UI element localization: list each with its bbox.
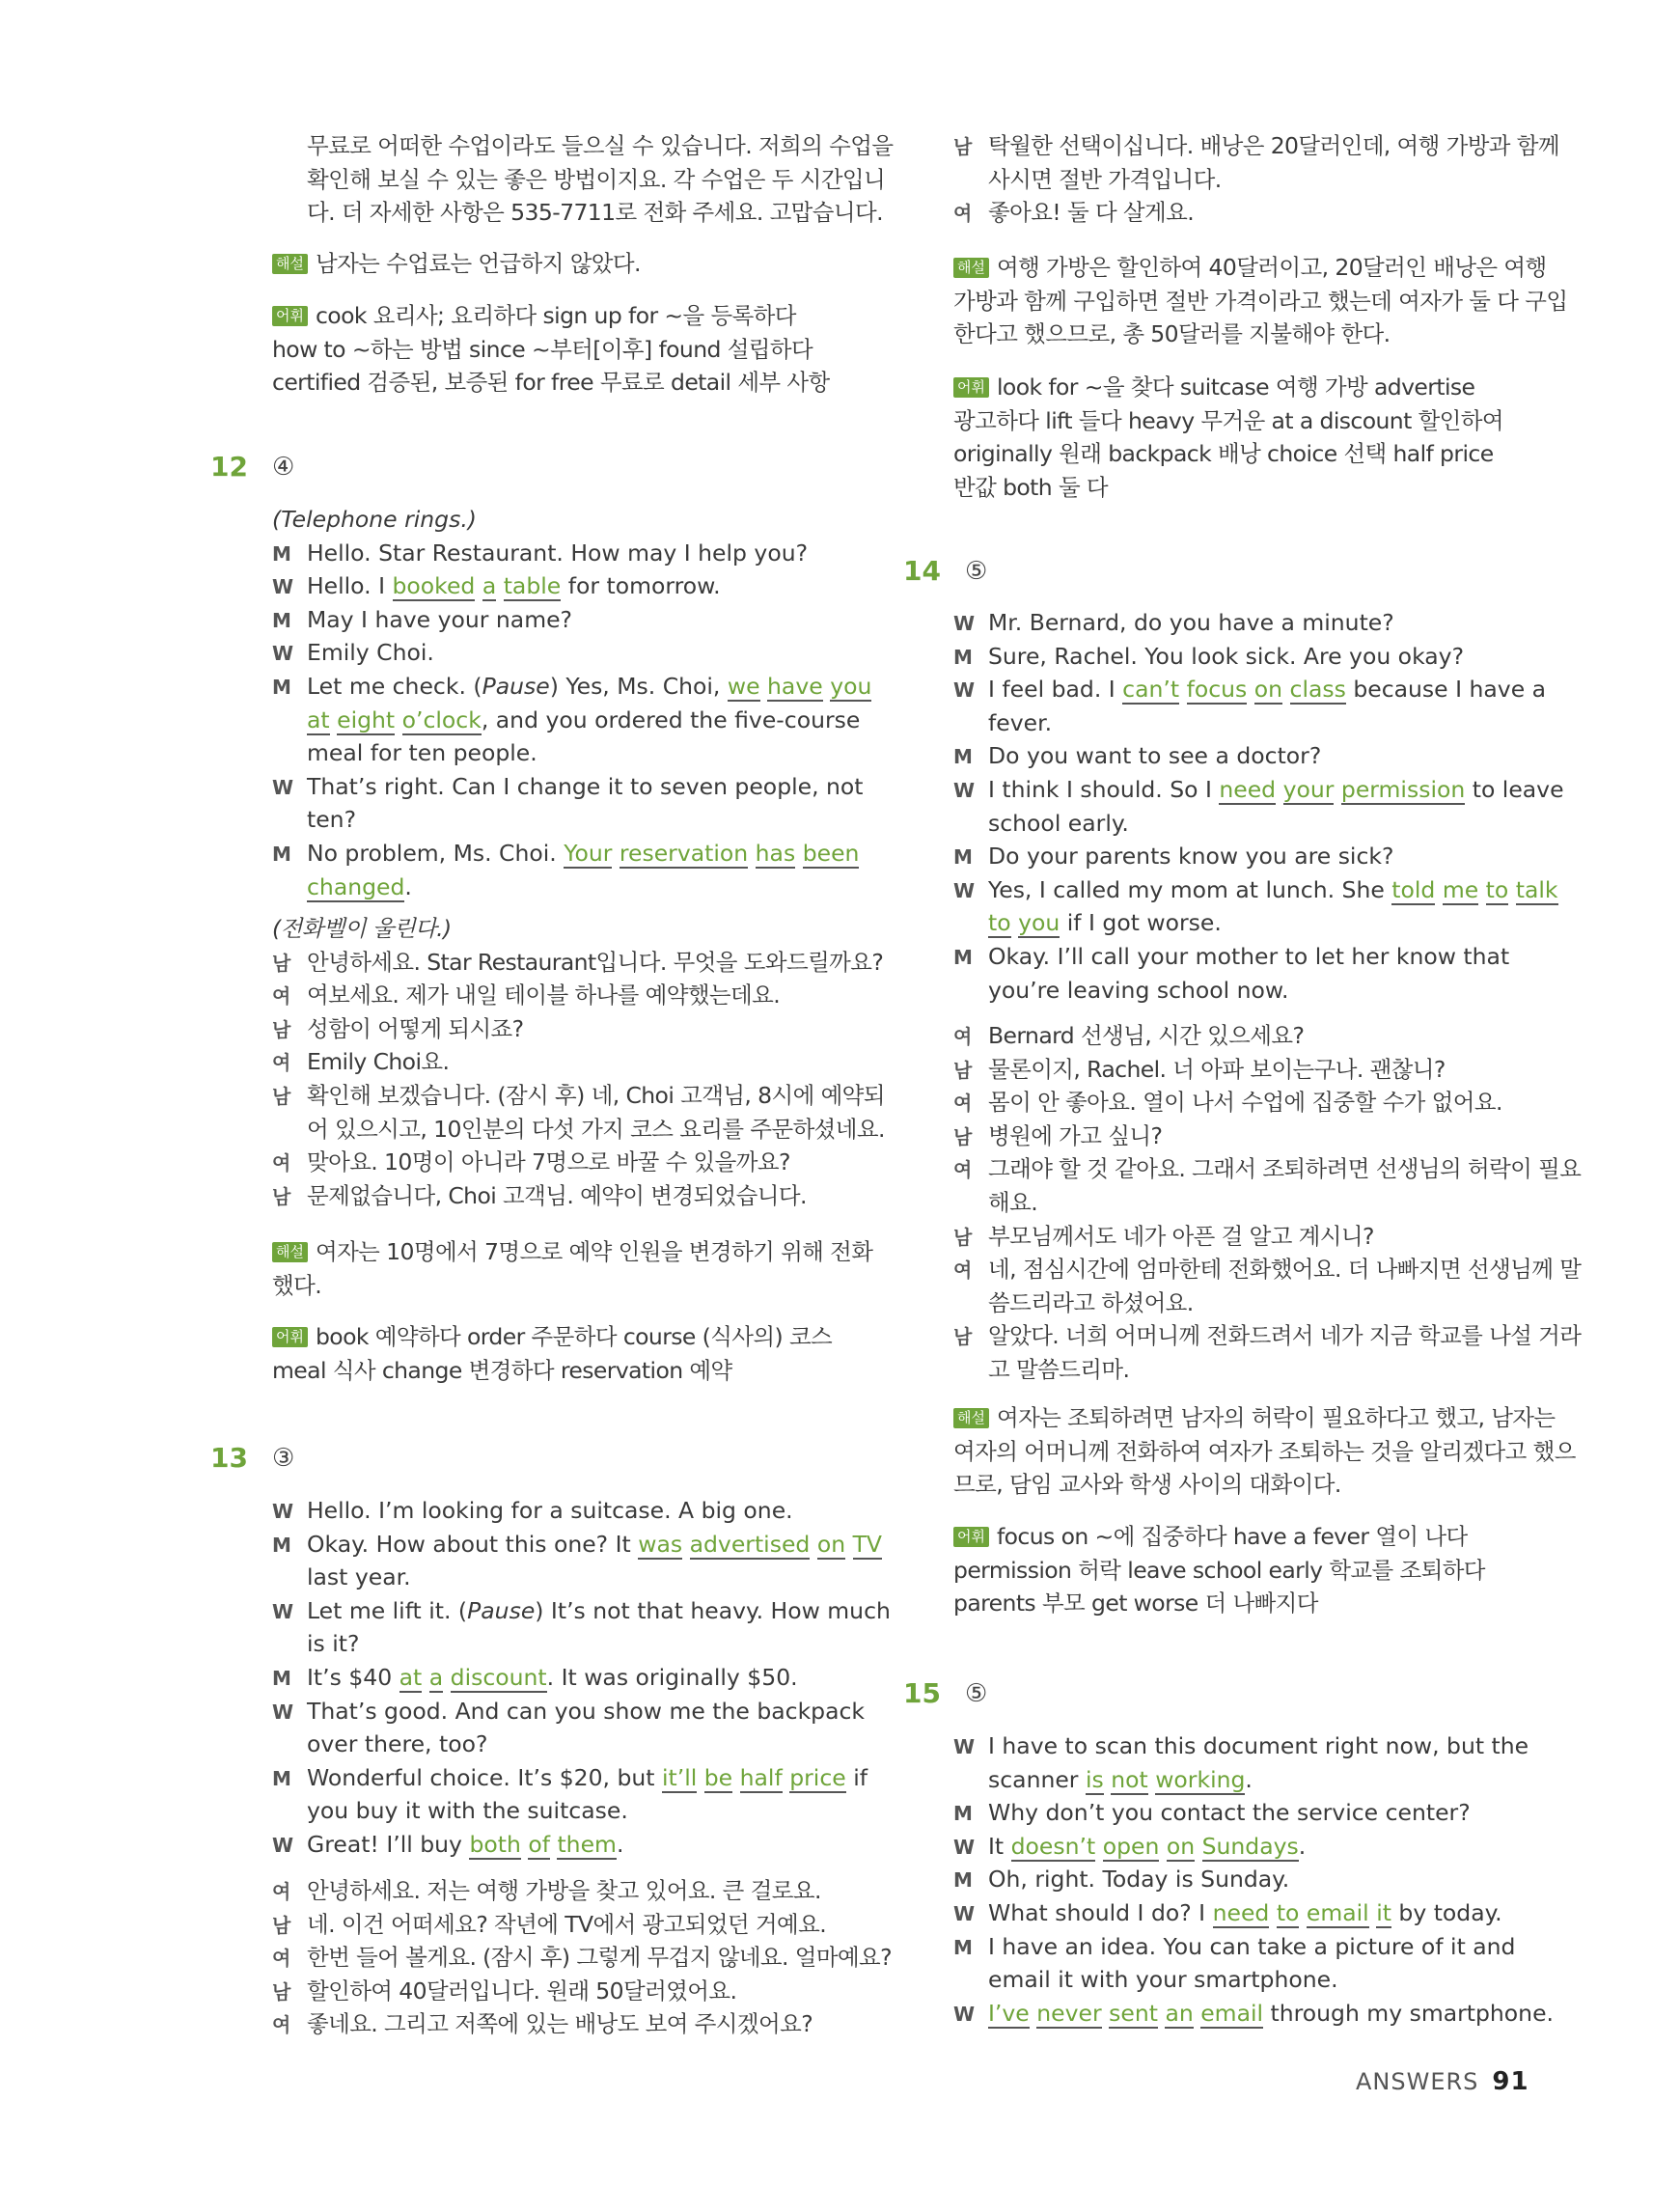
ko-line: 남 탁월한 선택이십니다. 배낭은 20달러인데, 여행 가방과 함께 <box>953 132 1559 159</box>
ko-line: 남 네. 이건 어떠세요? 작년에 TV에서 광고되었던 거예요. <box>272 1910 827 1938</box>
ko-line: 남 확인해 보겠습니다. (잠시 후) 네, Choi 고객님, 8시에 예약되 <box>272 1081 885 1109</box>
vocab-line: cook 요리사; 요리하다 sign up for ~을 등록하다 <box>315 302 796 329</box>
ko-line: 여 좋아요! 둘 다 살게요. <box>953 199 1195 227</box>
dialogue-line: M Do your parents know you are sick? <box>953 843 1394 871</box>
dialogue-line: is it? <box>307 1630 360 1658</box>
dialogue-line: ten? <box>307 806 357 834</box>
q12-dialogue <box>272 503 872 903</box>
dialogue-line: last year. <box>307 1563 411 1591</box>
vocab-badge: 어휘 <box>272 1327 308 1347</box>
dialogue-line: to you if I got worse. <box>988 909 1222 937</box>
dialogue-line: W I have to scan this document right now, but the <box>953 1732 1529 1759</box>
dialogue-line: W What should I do? I need to email it by today. <box>953 1898 1502 1926</box>
dialogue-line: scanner is not working. <box>988 1765 1253 1793</box>
ko-line: 남 병원에 가고 싶니? <box>953 1121 1163 1149</box>
vocab-badge: 어휘 <box>953 1527 989 1547</box>
q13-vocabulary: 어휘 look for ~을 찾다 suitcase 여행 가방 advertise 광고하다 lift 들다 heavy 무거운 at a discount 할인하여 originally 원래 backpack 배낭 choice 선택 half price 반값 both 둘 다 <box>953 373 1503 501</box>
dialogue-line: over there, too? <box>307 1730 488 1758</box>
ko-line: 남 부모님께서도 네가 아픈 걸 알고 계시니? <box>953 1222 1374 1250</box>
ko-line: 여 맞아요. 10명이 아니라 7명으로 바꿀 수 있을까요? <box>272 1148 790 1176</box>
question-number-15: 15 <box>903 1677 941 1709</box>
q11-explanation <box>272 247 853 281</box>
ko-line: 여 Bernard 선생님, 시간 있으세요? <box>953 1022 1305 1049</box>
dialogue-line: W I’ve never sent an email through my smartphone. <box>953 1999 1554 2027</box>
explain-badge: 해설 <box>272 254 308 274</box>
dialogue-line: M Okay. I’ll call your mother to let her know that <box>953 942 1510 970</box>
dialogue-line: M May I have your name? <box>272 605 573 633</box>
dialogue-line: M Do you want to see a doctor? <box>953 742 1322 770</box>
q14-explanation: 해설 여자는 조퇴하려면 남자의 허락이 필요하다고 했고, 남자는 여자의 어머니께 전화하여 여자가 조퇴하는 것을 알리겠다고 했으 므로, 담임 교사와 학생 사이의 대화이다. <box>953 1404 1576 1499</box>
q12-explanation: 해설 여자는 10명에서 7명으로 예약 인원을 변경하기 위해 전화 했다. <box>272 1238 873 1299</box>
dialogue-line: W Great! I’ll buy both of them. <box>272 1830 624 1858</box>
ko-line: 여 몸이 안 좋아요. 열이 나서 수업에 집중할 수가 없어요. <box>953 1089 1502 1117</box>
page-number: 91 <box>1492 2067 1529 2096</box>
page-footer <box>1356 2067 1549 2096</box>
dialogue-line: M Hello. Star Restaurant. How may I help you? <box>272 539 809 567</box>
stage-direction-ko: (전화벨이 울린다.) <box>272 915 452 942</box>
explain-badge: 해설 <box>953 1408 989 1428</box>
dialogue-line: you’re leaving school now. <box>988 976 1289 1004</box>
q11-vocabulary <box>272 299 853 400</box>
dialogue-line: M Wonderful choice. It’s $20, but it’ll be half price if <box>272 1763 868 1791</box>
ko-line: 남 문제없습니다, Choi 고객님. 예약이 변경되었습니다. <box>272 1181 807 1209</box>
q15-dialogue <box>953 1729 1554 2030</box>
dialogue-line: W It doesn’t open on Sundays. <box>953 1832 1307 1860</box>
ko-line: 사시면 절반 가격입니다. <box>988 165 1222 193</box>
dialogue-line: meal for ten people. <box>307 739 537 767</box>
dialogue-line: M I have an idea. You can take a picture of it and <box>953 1932 1516 1960</box>
ko-line: 해요. <box>988 1188 1038 1216</box>
dialogue-line: W I feel bad. I can’t focus on class because I have a <box>953 676 1547 704</box>
dialogue-line: fever. <box>988 708 1053 736</box>
dialogue-line: you buy it with the suitcase. <box>307 1797 628 1825</box>
q14-korean <box>953 1019 1582 1387</box>
q11-korean-tail <box>272 129 894 230</box>
q13-korean-continued <box>953 129 1559 230</box>
dialogue-line: M Oh, right. Today is Sunday. <box>953 1866 1290 1894</box>
footer-label: ANSWERS <box>1356 2068 1479 2095</box>
question-number-12: 12 <box>210 451 248 483</box>
vocab-line: certified 검증된, 보증된 for free 무료로 detail 세부 사항 <box>272 369 830 397</box>
ko-line: 남 물론이지, Rachel. 너 아파 보이는구나. 괜찮니? <box>953 1055 1446 1083</box>
vocab-badge: 어휘 <box>953 377 989 398</box>
ko-line: 남 성함이 어떻게 되시죠? <box>272 1014 524 1042</box>
dialogue-line: W Hello. I’m looking for a suitcase. A big one. <box>272 1497 793 1524</box>
dialogue-line: W Mr. Bernard, do you have a minute? <box>953 609 1394 636</box>
answer-15: ⑤ <box>965 1679 988 1708</box>
dialogue-line: W That’s right. Can I change it to seven people, not <box>272 772 864 800</box>
ko-line: 씀드리라고 하셨어요. <box>988 1288 1194 1316</box>
ko-line: 어 있으시고, 10인분의 다섯 가지 코스 요리를 주문하셨네요. <box>307 1115 885 1143</box>
q14-vocabulary: 어휘 focus on ~에 집중하다 have a fever 열이 나다 permission 허락 leave school early 학교를 조퇴하다 parents 부모 get worse 더 나빠지다 <box>953 1523 1485 1618</box>
ko-line: 여 한번 들어 볼게요. (잠시 후) 그렇게 무겁지 않네요. 얼마예요? <box>272 1944 893 1972</box>
dialogue-line: email it with your smartphone. <box>988 1966 1338 1994</box>
dialogue-line: M Sure, Rachel. You look sick. Are you okay? <box>953 642 1465 670</box>
dialogue-line: W Emily Choi. <box>272 639 434 667</box>
dialogue-line: M Why don’t you contact the service center? <box>953 1799 1471 1827</box>
dialogue-line: M It’s $40 at a discount. It was originally $50. <box>272 1663 798 1691</box>
question-number-14: 14 <box>903 555 941 587</box>
ko-line: 남 할인하여 40달러입니다. 원래 50달러였어요. <box>272 1977 737 2005</box>
dialogue-line: school early. <box>988 809 1129 837</box>
question-number-13: 13 <box>210 1442 248 1474</box>
dialogue-line: W I think I should. So I need your permission to leave <box>953 775 1564 803</box>
explain-badge: 해설 <box>272 1242 308 1262</box>
answer-13: ③ <box>272 1444 295 1473</box>
dialogue-line: M Okay. How about this one? It was advertised on TV <box>272 1530 883 1558</box>
dialogue-line: W Yes, I called my mom at lunch. She told me to talk <box>953 875 1558 903</box>
ko-line: 여 여보세요. 제가 내일 테이블 하나를 예약했는데요. <box>272 982 781 1009</box>
vocab-line: how to ~하는 방법 since ~부터[이후] found 설립하다 <box>272 335 813 363</box>
explain-badge: 해설 <box>953 258 989 278</box>
dialogue-line: W That’s good. And can you show me the backpack <box>272 1697 866 1725</box>
text-line: 다. 더 자세한 사항은 535-7711로 전화 주세요. 고맙습니다. <box>307 199 883 227</box>
dialogue-line: W Hello. I booked a table for tomorrow. <box>272 572 721 600</box>
q13-korean <box>272 1874 893 2041</box>
explanation-text: 남자는 수업료는 언급하지 않았다. <box>315 250 641 277</box>
answer-12: ④ <box>272 453 295 482</box>
dialogue-line: M No problem, Ms. Choi. Your reservation has been <box>272 839 860 867</box>
ko-line: 여 그래야 할 것 같아요. 그래서 조퇴하려면 선생님의 허락이 필요 <box>953 1155 1582 1183</box>
ko-line: 여 좋네요. 그리고 저쪽에 있는 배낭도 보여 주시겠어요? <box>272 2010 813 2038</box>
ko-line: 남 알았다. 너희 어머니께 전화드려서 네가 지금 학교를 나설 거라 <box>953 1322 1582 1350</box>
q12-vocabulary: 어휘 book 예약하다 order 주문하다 course (식사의) 코스 meal 식사 change 변경하다 reservation 예약 <box>272 1323 833 1384</box>
answer-14: ⑤ <box>965 557 988 586</box>
dialogue-line: changed. <box>307 872 412 900</box>
vocab-badge: 어휘 <box>272 306 308 326</box>
q13-dialogue <box>272 1494 891 1862</box>
text-line: 무료로 어떠한 수업이라도 들으실 수 있습니다. 저희의 수업을 <box>307 132 894 159</box>
ko-line: 여 안녕하세요. 저는 여행 가방을 찾고 있어요. 큰 걸로요. <box>272 1877 821 1904</box>
ko-line: 여 Emily Choi요. <box>272 1048 450 1076</box>
dialogue-line: W Let me lift it. (Pause) It’s not that heavy. How much <box>272 1596 891 1624</box>
text-line: 확인해 보실 수 있는 좋은 방법이지요. 각 수업은 두 시간입니 <box>307 165 886 193</box>
ko-line: 여 네, 점심시간에 엄마한테 전화했어요. 더 나빠지면 선생님께 말 <box>953 1256 1582 1284</box>
stage-direction: (Telephone rings.) <box>272 506 477 533</box>
ko-line: 고 말씀드리마. <box>988 1355 1130 1383</box>
ko-line: 남 안녕하세요. Star Restaurant입니다. 무엇을 도와드릴까요? <box>272 948 884 976</box>
q12-korean <box>272 912 885 1212</box>
dialogue-line: M Let me check. (Pause) Yes, Ms. Choi, we have you <box>272 672 872 700</box>
dialogue-line: at eight o’clock, and you ordered the five-course <box>307 705 861 733</box>
q13-explanation: 해설 여행 가방은 할인하여 40달러이고, 20달러인 배낭은 여행 가방과 함께 구입하면 절반 가격이라고 했는데 여자가 둘 다 구입 한다고 했으므로, 총 50달러를 지불해야 한다. <box>953 254 1568 348</box>
q14-dialogue <box>953 606 1564 1007</box>
